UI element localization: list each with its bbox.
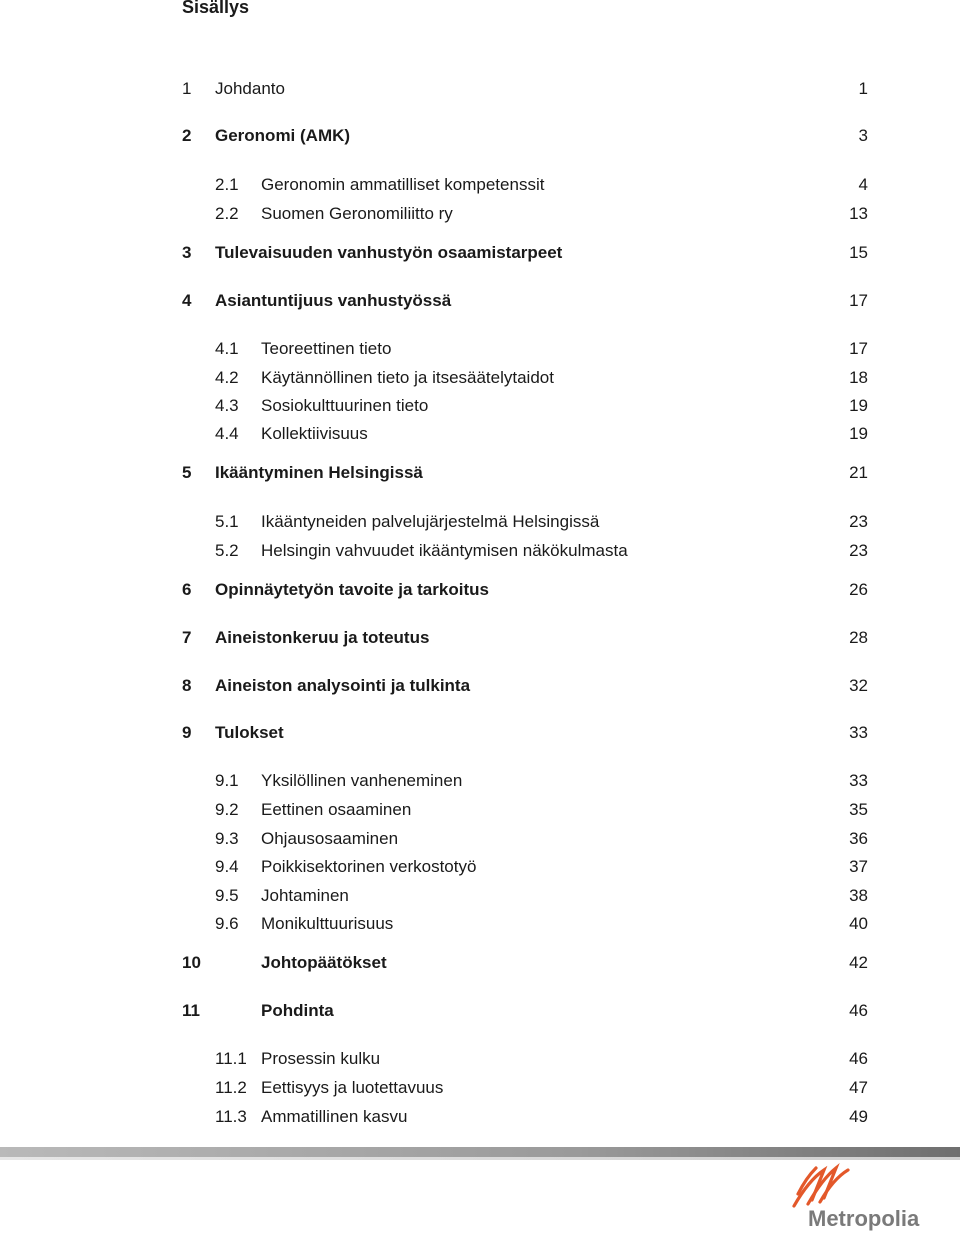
- toc-entry-title: Geronomi (AMK): [215, 126, 351, 145]
- toc-entry-number: 4: [182, 291, 192, 310]
- toc-entry-title: Pohdinta: [261, 1001, 334, 1020]
- toc-entry-title: Johdanto: [215, 79, 285, 98]
- toc-entry[interactable]: [182, 539, 868, 563]
- toc-entry[interactable]: [182, 422, 868, 446]
- metropolia-logo: [790, 1160, 940, 1232]
- toc-entry[interactable]: [182, 510, 868, 534]
- toc-entry-title: Johtaminen: [261, 886, 349, 905]
- toc-entry-page-number: 18: [849, 368, 868, 387]
- toc-entry[interactable]: [182, 289, 868, 313]
- toc-entry[interactable]: [182, 855, 868, 879]
- toc-entry-title: Yksilöllinen vanheneminen: [261, 771, 463, 790]
- toc-entry-number: 4.4: [215, 424, 239, 443]
- toc-entry-title: Prosessin kulku: [261, 1049, 381, 1068]
- toc-entry-title: Johtopäätökset: [261, 953, 387, 972]
- toc-entry-page-number: 21: [849, 463, 868, 482]
- toc-entry[interactable]: [182, 999, 868, 1023]
- toc-entry-title: Ohjausosaaminen: [261, 829, 399, 848]
- toc-entry-page-number: 40: [849, 914, 868, 933]
- toc-entry-page-number: 33: [849, 771, 868, 790]
- toc-entry-number: 9.1: [215, 771, 239, 790]
- toc-entry-title: Poikkisektorinen verkostotyö: [261, 857, 477, 876]
- metropolia-logo-mark-icon: [794, 1168, 848, 1206]
- toc-entry-title: Helsingin vahvuudet ikääntymisen näkökulmasta: [261, 541, 628, 560]
- toc-entry-title: Ammatillinen kasvu: [261, 1107, 408, 1126]
- toc-entry-number: 8: [182, 676, 192, 695]
- metropolia-wordmark: Metropolia: [808, 1206, 920, 1231]
- toc-entry-number: 11.1: [215, 1049, 247, 1068]
- toc-entry-title: Ikääntyneiden palvelujärjestelmä Helsingissä: [261, 512, 600, 531]
- toc-entry-page-number: 23: [849, 541, 868, 560]
- toc-entry-page-number: 36: [849, 829, 868, 848]
- toc-entry-number: 3: [182, 243, 192, 262]
- toc-entry-title: Aineiston analysointi ja tulkinta: [215, 676, 471, 695]
- toc-entry[interactable]: [182, 1076, 868, 1100]
- toc-entry-title: Asiantuntijuus vanhustyössä: [215, 291, 452, 310]
- toc-entry[interactable]: [182, 951, 868, 975]
- toc-entry-title: Geronomin ammatilliset kompetenssit: [261, 175, 545, 194]
- toc-entry-number: 11.2: [215, 1078, 247, 1097]
- toc-entry[interactable]: [182, 1105, 868, 1129]
- toc-entry[interactable]: [182, 461, 868, 485]
- toc-entry-number: 7: [182, 628, 192, 647]
- toc-entry[interactable]: [182, 77, 868, 101]
- toc-entry-page-number: 46: [849, 1049, 868, 1068]
- toc-entry-title: Sosiokulttuurinen tieto: [261, 396, 429, 415]
- toc-entry-page-number: 3: [858, 126, 868, 145]
- toc-entry-number: 11.3: [215, 1107, 247, 1126]
- toc-entry-page-number: 47: [849, 1078, 868, 1097]
- toc-entry-number: 9.2: [215, 800, 239, 819]
- toc-entry-number: 4.2: [215, 368, 239, 387]
- toc-entry-number: 2.2: [215, 204, 239, 223]
- toc-entry[interactable]: [182, 394, 868, 418]
- toc-entry-title: Tulevaisuuden vanhustyön osaamistarpeet: [215, 243, 563, 262]
- toc-entry-number: 9.3: [215, 829, 239, 848]
- page-title: Sisällys: [182, 0, 250, 17]
- toc-entry-page-number: 42: [849, 953, 868, 972]
- toc-entry-page-number: 17: [849, 339, 868, 358]
- toc-entry-number: 5.1: [215, 512, 239, 531]
- toc-entry[interactable]: [182, 827, 868, 851]
- toc-entry-title: Ikääntyminen Helsingissä: [215, 463, 423, 482]
- toc-entry-number: 2: [182, 126, 192, 145]
- toc-entry-page-number: 32: [849, 676, 868, 695]
- toc-entry-title: Eettisyys ja luotettavuus: [261, 1078, 444, 1097]
- toc-entry-page-number: 1: [858, 79, 868, 98]
- toc-entry-page-number: 15: [849, 243, 868, 262]
- toc-entry[interactable]: [182, 337, 868, 361]
- toc-entry[interactable]: [182, 124, 868, 148]
- toc-entry-number: 9.4: [215, 857, 239, 876]
- toc-entry-page-number: 46: [849, 1001, 868, 1020]
- toc-entry[interactable]: [182, 626, 868, 650]
- toc-entry-page-number: 19: [849, 424, 868, 443]
- toc-entry[interactable]: [182, 241, 868, 265]
- toc-entry-number: 1: [182, 79, 192, 98]
- toc-entry[interactable]: [182, 173, 868, 197]
- toc-entry-number: 6: [182, 580, 192, 599]
- toc-entry-title: Aineistonkeruu ja toteutus: [215, 628, 430, 647]
- toc-entry-number: 4.1: [215, 339, 239, 358]
- toc-entry-title: Suomen Geronomiliitto ry: [261, 204, 453, 223]
- toc-entry[interactable]: [182, 798, 868, 822]
- toc-entry-page-number: 19: [849, 396, 868, 415]
- toc-entry[interactable]: [182, 202, 868, 226]
- toc-entry[interactable]: [182, 769, 868, 793]
- toc-entry-number: 5: [182, 463, 192, 482]
- toc-entry[interactable]: [182, 912, 868, 936]
- toc-entry-page-number: 26: [849, 580, 868, 599]
- toc-entry-number: 9: [182, 723, 192, 742]
- toc-entry-number: 4.3: [215, 396, 239, 415]
- toc-entry-page-number: 17: [849, 291, 868, 310]
- footer-divider: [0, 1147, 960, 1157]
- toc-entry-page-number: 33: [849, 723, 868, 742]
- toc-entry-page-number: 38: [849, 886, 868, 905]
- toc-entry[interactable]: [182, 578, 868, 602]
- toc-entry-number: 9.5: [215, 886, 239, 905]
- toc-entry-page-number: 28: [849, 628, 868, 647]
- toc-entry-title: Teoreettinen tieto: [261, 339, 392, 358]
- toc-entry-page-number: 37: [849, 857, 868, 876]
- toc-entry[interactable]: [182, 721, 868, 745]
- toc-entry-page-number: 35: [849, 800, 868, 819]
- toc-entry-title: Tulokset: [215, 723, 284, 742]
- toc-entry-number: 11: [182, 1001, 200, 1020]
- toc-entry-title: Eettinen osaaminen: [261, 800, 412, 819]
- toc-entry-number: 9.6: [215, 914, 239, 933]
- toc-entry-title: Käytännöllinen tieto ja itsesäätelytaidot: [261, 368, 554, 387]
- toc-entry[interactable]: [182, 884, 868, 908]
- toc-entry-title: Kollektiivisuus: [261, 424, 368, 443]
- toc-entry-page-number: 4: [858, 175, 868, 194]
- toc-entry-page-number: 23: [849, 512, 868, 531]
- toc-entry[interactable]: [182, 1047, 868, 1071]
- toc-entry-page-number: 13: [849, 204, 868, 223]
- toc-entry[interactable]: [182, 366, 868, 390]
- toc-entry-title: Monikulttuurisuus: [261, 914, 394, 933]
- toc-entry-number: 10: [182, 953, 201, 972]
- toc-entry-title: Opinnäytetyön tavoite ja tarkoitus: [215, 580, 489, 599]
- toc-entry-number: 5.2: [215, 541, 239, 560]
- toc-entry[interactable]: [182, 674, 868, 698]
- toc-entry-page-number: 49: [849, 1107, 868, 1126]
- toc-entry-number: 2.1: [215, 175, 239, 194]
